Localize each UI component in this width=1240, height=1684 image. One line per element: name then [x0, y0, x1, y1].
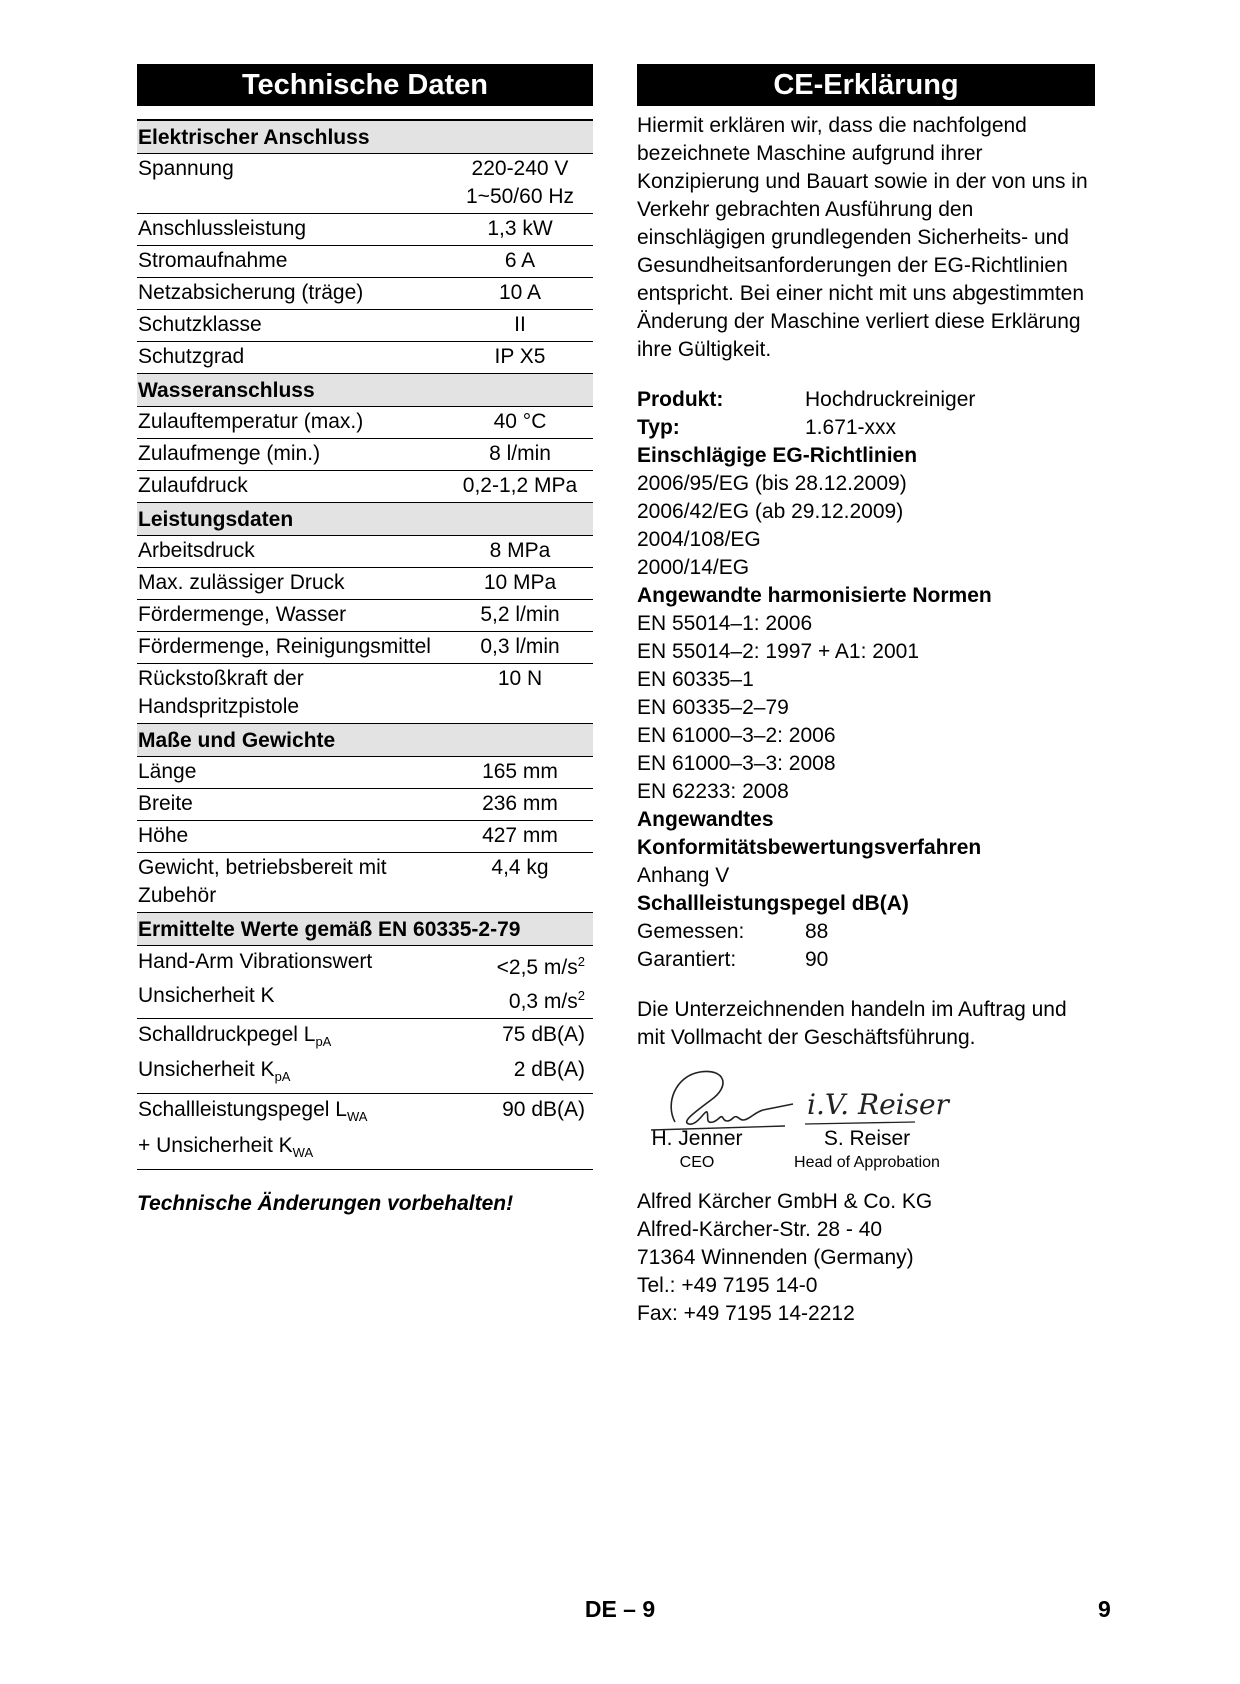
table-row [137, 154, 593, 214]
spec-value: 1,3 kW [487, 217, 553, 240]
spec-value: 10 A [498, 281, 542, 304]
type-value: 1.671-xxx [805, 416, 897, 439]
table-row [137, 946, 593, 1019]
norm-item: EN 62233: 2008 [637, 780, 789, 803]
spec-label: Netzabsicherung (träge) [138, 281, 364, 304]
signer2-name: S. Reiser [823, 1127, 911, 1150]
spec-value: 0,2-1,2 MPa [462, 474, 578, 497]
spec-label: Schutzklasse [138, 313, 262, 336]
norm-item: EN 55014–2: 1997 + A1: 2001 [637, 640, 919, 663]
signer1-name: H. Jenner [651, 1127, 743, 1150]
measured-label: Gemessen: [637, 920, 745, 943]
norm-item: EN 60335–1 [637, 668, 754, 691]
spec-label: Zulaufmenge (min.) [138, 442, 321, 465]
procedure-value: Anhang V [637, 864, 730, 887]
address-line: Fax: +49 7195 14-2212 [637, 1302, 855, 1325]
spec-label: Arbeitsdruck [138, 539, 255, 562]
technical-changes-note: Technische Änderungen vorbehalten! [137, 1191, 514, 1215]
spec-label: Anschlussleistung [138, 217, 307, 240]
directive-item: 2000/14/EG [637, 556, 750, 579]
spec-value: 8 MPa [489, 539, 551, 562]
svg-text:i.V. Reiser: i.V. Reiser [807, 1088, 949, 1121]
table-row [137, 407, 593, 439]
signer2-role: Head of Approbation [794, 1154, 940, 1171]
spec-label: Max. zulässiger Druck [138, 571, 345, 594]
spec-table [137, 119, 593, 1170]
table-row [137, 342, 593, 374]
spec-value: 6 A [504, 249, 536, 272]
mandate-text: Die Unterzeichnenden handeln im Auftrag und mit Vollmacht der Geschäftsführung. [637, 998, 1067, 1049]
table-row [137, 278, 593, 310]
address-line: Alfred Kärcher GmbH & Co. KG [637, 1190, 933, 1213]
address-line: 71364 Winnenden (Germany) [637, 1246, 914, 1269]
section-header: Wasseranschluss [137, 374, 593, 407]
sound-power-uncertainty-label: + Unsicherheit $K_{WA}$ [138, 1133, 314, 1160]
table-row [137, 1094, 593, 1169]
sound-power-value: 90 dB(A) [502, 1098, 585, 1122]
table-row [137, 664, 593, 724]
type-label: Typ: [637, 416, 680, 439]
spec-value: 10 MPa [483, 571, 557, 594]
table-row [137, 471, 593, 503]
directives-list [637, 470, 1095, 582]
section-header: Elektrischer Anschluss [137, 121, 593, 154]
table-row [137, 214, 593, 246]
technical-data-heading: Technische Daten [137, 64, 593, 106]
signer-jenner [637, 1126, 757, 1174]
procedure-title: Angewandtes [637, 808, 774, 831]
spec-value: 8 l/min [489, 442, 551, 465]
product-label: Produkt: [637, 388, 724, 411]
section-header: Maße und Gewichte [137, 724, 593, 757]
directives-title: Einschlägige EG-Richtlinien [637, 444, 918, 467]
norm-item: EN 60335–2–79 [637, 696, 789, 719]
table-row [137, 632, 593, 664]
signature-reiser [803, 1070, 949, 1132]
signatures [637, 1064, 1095, 1184]
guaranteed-value: 90 [805, 948, 829, 971]
vibration-uncertainty-label: Unsicherheit K [138, 984, 275, 1007]
measured-value: 88 [805, 920, 829, 943]
spec-label: Zulauftemperatur (max.) [138, 410, 364, 433]
declaration-intro: Hiermit erklären wir, dass die nachfolgend bezeichnete Maschine aufgrund ihrer Konzipierung und Bauart sowie in der von uns in Verkehr gebrachten Ausführung den einschlägigen grundlegenden Sicherheits- und Gesundheitsanforderungen der EG-Richtlinien entspricht. Bei einer nicht mit uns abgestimmten Änderung der Maschine verliert diese Erklärung ihre Gültigkeit. [637, 114, 1088, 361]
table-row [137, 1019, 593, 1094]
signer-reiser [787, 1126, 947, 1174]
spec-value: II [514, 313, 526, 336]
spec-value: 40 °C [493, 410, 547, 433]
section-header: Ermittelte Werte gemäß EN 60335-2-79 [137, 913, 593, 946]
spec-label: Breite [138, 792, 193, 815]
norm-item: EN 55014–1: 2006 [637, 612, 813, 635]
directive-item: 2006/42/EG (ab 29.12.2009) [637, 500, 904, 523]
vibration-value: <2,5 $m/s^2$ [496, 954, 585, 979]
spec-label: Fördermenge, Wasser [138, 603, 347, 626]
section-header: Leistungsdaten [137, 503, 593, 536]
product-value: Hochdruckreiniger [805, 388, 976, 411]
directive-item: 2006/95/EG (bis 28.12.2009) [637, 472, 907, 495]
address-line: Alfred-Kärcher-Str. 28 - 40 [637, 1218, 883, 1241]
spec-label: Fördermenge, Reinigungsmittel [138, 635, 431, 658]
vibration-label: Hand-Arm Vibrationswert [138, 950, 373, 973]
spec-label: Zulaufdruck [138, 474, 248, 497]
spec-value: 220-240 V 1~50/60 Hz [466, 157, 574, 208]
spec-value: 165 mm [482, 760, 558, 783]
address-line: Tel.: +49 7195 14-0 [637, 1274, 818, 1297]
spec-value: IP X5 [494, 345, 546, 368]
spec-value: 10 N [497, 667, 543, 690]
table-row [137, 821, 593, 853]
sound-pressure-value: 75 dB(A) [502, 1023, 585, 1046]
table-row [137, 789, 593, 821]
sound-power-label: Schallleistungspegel $L_{WA}$ [138, 1098, 368, 1125]
guaranteed-label: Garantiert: [637, 948, 737, 971]
table-row [137, 246, 593, 278]
spec-label: Stromaufnahme [138, 249, 288, 272]
spec-label: Gewicht, betriebsbereit mit Zubehör [138, 856, 387, 907]
table-row [137, 310, 593, 342]
procedure-title-cont: Konformitätsbewertungsverfahren [637, 836, 982, 859]
spec-value: 0,3 l/min [480, 635, 560, 658]
spec-label: Schutzgrad [138, 345, 245, 368]
ce-declaration-column [637, 64, 1095, 1328]
spec-value: 236 mm [482, 792, 558, 815]
technical-data-column [137, 64, 593, 1216]
company-address [637, 1188, 1095, 1328]
table-row [137, 757, 593, 789]
vibration-uncertainty-value: 0,3 $m/s^2$ [508, 988, 585, 1013]
spec-value: 4,4 kg [491, 856, 549, 879]
norm-item: EN 61000–3–2: 2006 [637, 724, 836, 747]
table-row [137, 853, 593, 913]
table-row [137, 536, 593, 568]
spec-label: Höhe [138, 824, 189, 847]
sound-pressure-label: Schalldruckpegel $L_{pA}$ [138, 1023, 332, 1050]
spec-label: Länge [138, 760, 197, 783]
page-label: DE – 9 [584, 1596, 656, 1622]
page-number: 9 [1098, 1596, 1111, 1622]
ce-declaration-heading: CE-Erklärung [637, 64, 1095, 106]
sound-pressure-uncertainty-label: Unsicherheit $K_{pA}$ [138, 1058, 291, 1085]
norm-item: EN 61000–3–3: 2008 [637, 752, 836, 775]
table-row [137, 600, 593, 632]
spec-value: 427 mm [482, 824, 558, 847]
sound-pressure-uncertainty-value: 2 dB(A) [513, 1058, 585, 1082]
norms-title: Angewandte harmonisierte Normen [637, 584, 992, 607]
signer1-role: CEO [679, 1154, 715, 1171]
table-row [137, 568, 593, 600]
sound-power-title: Schallleistungspegel dB(A) [637, 892, 909, 915]
spec-label: Spannung [138, 157, 234, 180]
spec-value: 5,2 l/min [480, 603, 560, 626]
table-row [137, 439, 593, 471]
directive-item: 2004/108/EG [637, 528, 761, 551]
spec-label: Rückstoßkraft der Handspritzpistole [138, 667, 304, 718]
norms-list [637, 610, 1095, 806]
